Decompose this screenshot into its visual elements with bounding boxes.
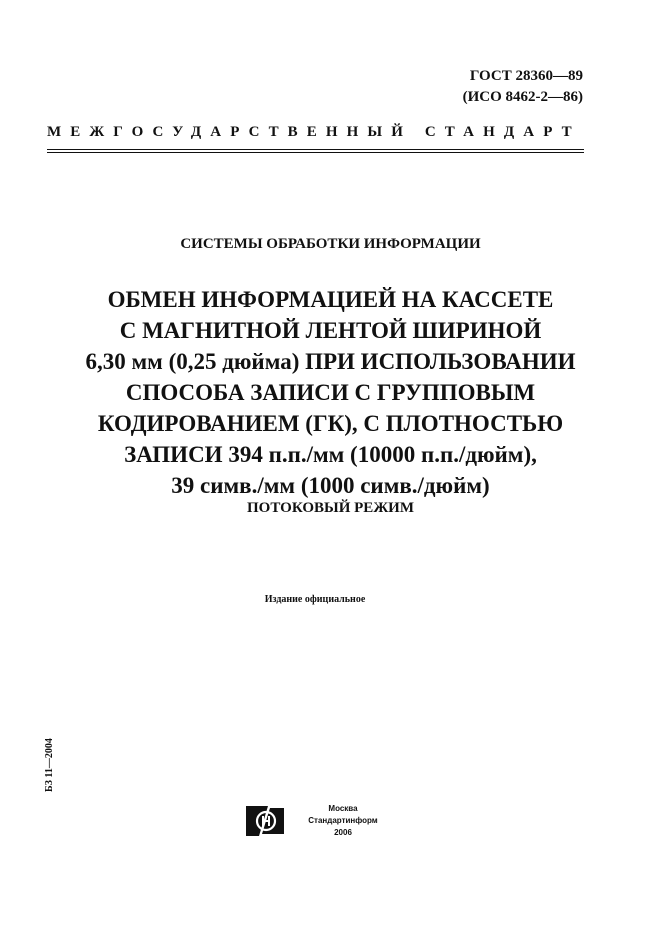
title-line: С МАГНИТНОЙ ЛЕНТОЙ ШИРИНОЙ: [119, 318, 542, 343]
title-line: КОДИРОВАНИЕМ (ГК), С ПЛОТНОСТЬЮ: [97, 411, 564, 436]
title-line: ЗАПИСИ 394 п.п./мм (10000 п.п./дюйм),: [124, 442, 537, 467]
title-line: 39 симв./мм (1000 симв./дюйм): [171, 473, 490, 498]
standard-type-heading: МЕЖГОСУДАРСТВЕННЫЙ СТАНДАРТ: [47, 124, 581, 140]
standartinform-logo-icon: [246, 806, 286, 836]
title-line: ОБМЕН ИНФОРМАЦИЕЙ НА КАССЕТЕ: [107, 287, 554, 312]
publisher-imprint: [298, 803, 388, 839]
series-title: СИСТЕМЫ ОБРАБОТКИ ИНФОРМАЦИИ: [180, 236, 481, 252]
publisher-city: Москва: [328, 804, 358, 813]
publisher-year: 2006: [334, 828, 352, 837]
publisher-name: Стандартинформ: [308, 816, 378, 825]
gost-number: ГОСТ 28360—89: [469, 68, 583, 84]
title-line: 6,30 мм (0,25 дюйма) ПРИ ИСПОЛЬЗОВАНИИ: [85, 349, 576, 374]
divider-rule-thin: [47, 152, 584, 153]
document-subtitle: ПОТОКОВЫЙ РЕЖИМ: [247, 500, 414, 516]
edition-note: Издание официальное: [264, 594, 366, 605]
side-code: БЗ 11—2004: [44, 738, 55, 792]
title-line: СПОСОБА ЗАПИСИ С ГРУППОВЫМ: [125, 380, 536, 405]
document-title: [0, 284, 661, 501]
gost-designation: [463, 66, 583, 108]
iso-number: (ИСО 8462-2—86): [462, 89, 583, 105]
divider-rule: [47, 149, 584, 150]
